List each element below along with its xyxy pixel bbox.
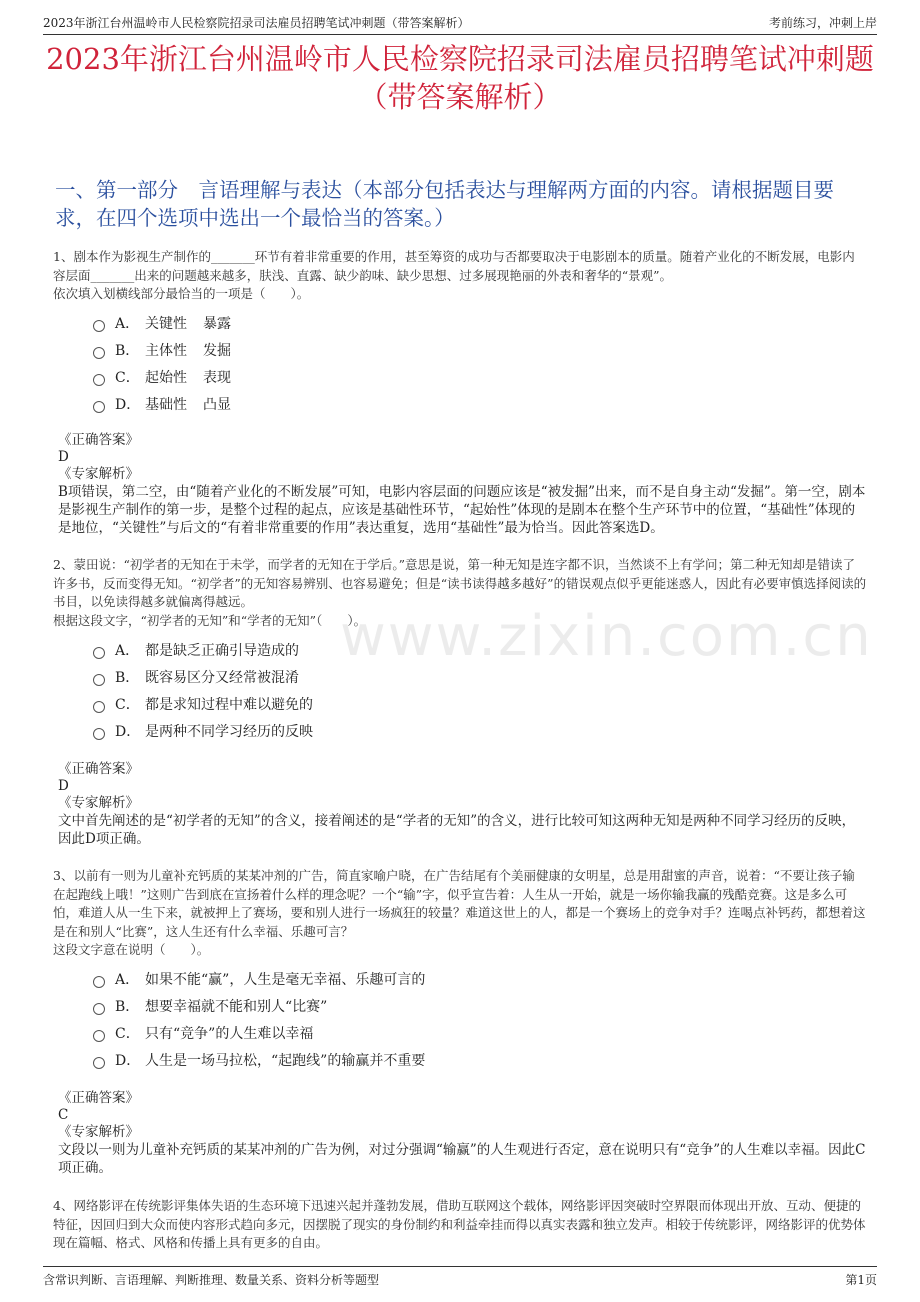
radio-icon[interactable] (93, 347, 105, 359)
question-4-text: 4、网络影评在传统影评集体失语的生态环境下迅速兴起并蓬勃发展，借助互联网这个载体，网络影评因突破时空界限而体现出开放、互动、便捷的特征，因回归到大众而使内容形式趋向多元，因摆脱了现实的身份制约和利益牵挂而得以真实表露和独立发声。相较于传统影评，网络影评的优势体现在篇幅、格式、风格和传播上具有更多的自由。 (53, 1198, 866, 1250)
radio-icon[interactable] (93, 1057, 105, 1069)
page-footer (43, 1266, 877, 1291)
question-2-option-d[interactable]: D． 是两种不同学习经历的反映 (93, 717, 867, 744)
question-2-prompt: 根据这段文字，“初学者的无知”和“学者的无知”（ ）。 (53, 612, 367, 628)
question-3-option-a[interactable]: A． 如果不能“赢”，人生是毫无幸福、乐趣可言的 (93, 966, 867, 993)
question-3-options (53, 966, 867, 1074)
answer-label: 《正确答案》 (58, 432, 139, 448)
explain-label: 《专家解析》 (58, 1124, 139, 1140)
answer-label: 《正确答案》 (58, 761, 139, 777)
radio-icon[interactable] (93, 701, 105, 713)
section-title: 一、第一部分 言语理解与表达（本部分包括表达与理解两方面的内容。请根据题目要求，在四个选项中选出一个最恰当的答案。） (55, 178, 834, 230)
correct-answer: D (58, 778, 69, 794)
explain-label: 《专家解析》 (58, 466, 139, 482)
question-3-answer-block (58, 1090, 867, 1177)
footer-left-text: 含常识判断、言语理解、判断推理、数量关系、资料分析等题型 (43, 1272, 380, 1287)
question-2-option-c[interactable]: C． 都是求知过程中难以避免的 (93, 690, 867, 717)
question-2-options (53, 636, 867, 744)
radio-icon[interactable] (93, 976, 105, 988)
question-1-answer-block (58, 432, 867, 537)
question-2 (53, 556, 867, 744)
question-2-text: 2、蒙田说：“初学者的无知在于未学，而学者的无知在于学后。”意思是说，第一种无知是连字都不识，当然谈不上有学问；第二种无知却是错读了许多书，反而变得无知。“初学者”的无知容易辨别、也容易避免；但是“读书读得越多越好”的错误观点似乎更能迷惑人，因此有必要审慎选择阅读的书目，以免读得越多就偏离得越远。 (53, 557, 867, 609)
question-2-option-a[interactable]: A． 都是缺乏正确引导造成的 (93, 636, 867, 663)
question-1-text: 1、剧本作为影视生产制作的_______环节有着非常重要的作用，甚至筹资的成功与否都要取决于电影剧本的质量。随着产业化的不断发展，电影内容层面_______出来的问题越来越多，肤浅、直露、缺少韵味、缺少思想、过多展现艳丽的外表和奢华的“景观”。 (53, 249, 855, 283)
page-header (43, 9, 877, 35)
correct-answer: D (58, 449, 69, 465)
question-2-option-b[interactable]: B． 既容易区分又经常被混淆 (93, 663, 867, 690)
explanation: 文段以一则为儿童补充钙质的某某冲剂的广告为例，对过分强调“输赢”的人生观进行否定，意在说明只有“竞争”的人生难以幸福。因此C项正确。 (58, 1142, 866, 1176)
explanation: B项错误，第二空，由“随着产业化的不断发展”可知，电影内容层面的问题应该是“被发掘”出来，而不是自身主动“发掘”。第一空，剧本是影视生产制作的第一步，是整个过程的起点，应该是基础性环节，“起始性”体现的是剧本在整个生产环节中的位置，“基础性”体现的是地位，“关键性”与后文的“有着非常重要的作用”表达重复，选用“基础性”最为恰当。因此答案选D。 (58, 484, 866, 536)
question-1-option-d[interactable]: D． 基础性 凸显 (93, 391, 867, 418)
radio-icon[interactable] (93, 1003, 105, 1015)
question-3-option-b[interactable]: B． 想要幸福就不能和别人“比赛” (93, 993, 867, 1020)
radio-icon[interactable] (93, 374, 105, 386)
question-3-option-c[interactable]: C． 只有“竞争”的人生难以幸福 (93, 1020, 867, 1047)
radio-icon[interactable] (93, 401, 105, 413)
radio-icon[interactable] (93, 320, 105, 332)
question-3-prompt: 这段文字意在说明（ ）。 (53, 942, 210, 957)
question-1-option-c[interactable]: C． 起始性 表现 (93, 364, 867, 391)
header-right-text: 考前练习，冲刺上岸 (768, 16, 877, 30)
question-2-answer-block (58, 761, 867, 848)
question-4 (53, 1197, 867, 1253)
document-title: 2023年浙江台州温岭市人民检察院招录司法雇员招聘笔试冲刺题（带答案解析） (46, 42, 874, 114)
question-1-prompt: 依次填入划横线部分最恰当的一项是（ ）。 (53, 286, 310, 301)
radio-icon[interactable] (93, 647, 105, 659)
answer-label: 《正确答案》 (58, 1090, 139, 1106)
radio-icon[interactable] (93, 728, 105, 740)
question-1 (53, 248, 867, 418)
explanation: 文中首先阐述的是“初学者的无知”的含义，接着阐述的是“学者的无知”的含义，进行比较可知这两种无知是两种不同学习经历的反映，因此D项正确。 (58, 813, 856, 847)
radio-icon[interactable] (93, 674, 105, 686)
page-number: 第1页 (845, 1272, 877, 1287)
watermark: www.zixin.com.cn (340, 604, 873, 669)
explain-label: 《专家解析》 (58, 795, 139, 811)
question-1-option-b[interactable]: B． 主体性 发掘 (93, 337, 867, 364)
question-3 (53, 867, 867, 1074)
question-1-option-a[interactable]: A． 关键性 暴露 (93, 310, 867, 337)
question-1-options (53, 310, 867, 418)
header-left-text: 2023年浙江台州温岭市人民检察院招录司法雇员招聘笔试冲刺题（带答案解析） (43, 16, 470, 30)
question-3-option-d[interactable]: D． 人生是一场马拉松，“起跑线”的输赢并不重要 (93, 1047, 867, 1074)
question-3-text: 3、以前有一则为儿童补充钙质的某某冲剂的广告，简直家喻户晓，在广告结尾有个美丽健康的女明星，总是用甜蜜的声音，说着：“不要让孩子输在起跑线上哦！”这则广告到底在宣扬着什么样的理念呢？一个“输”字，似乎宣告着：人生从一开始，就是一场你输我赢的残酷竞赛。这是多么可怕，难道人从一生下来，就被押上了赛场，要和别人进行一场疯狂的较量？难道这世上的人，都是一个赛场上的竞争对手？连喝点补钙药，都想着这是在和别人“比赛”，这人生还有什么幸福、乐趣可言？ (53, 868, 866, 939)
radio-icon[interactable] (93, 1030, 105, 1042)
correct-answer: C (58, 1107, 69, 1123)
